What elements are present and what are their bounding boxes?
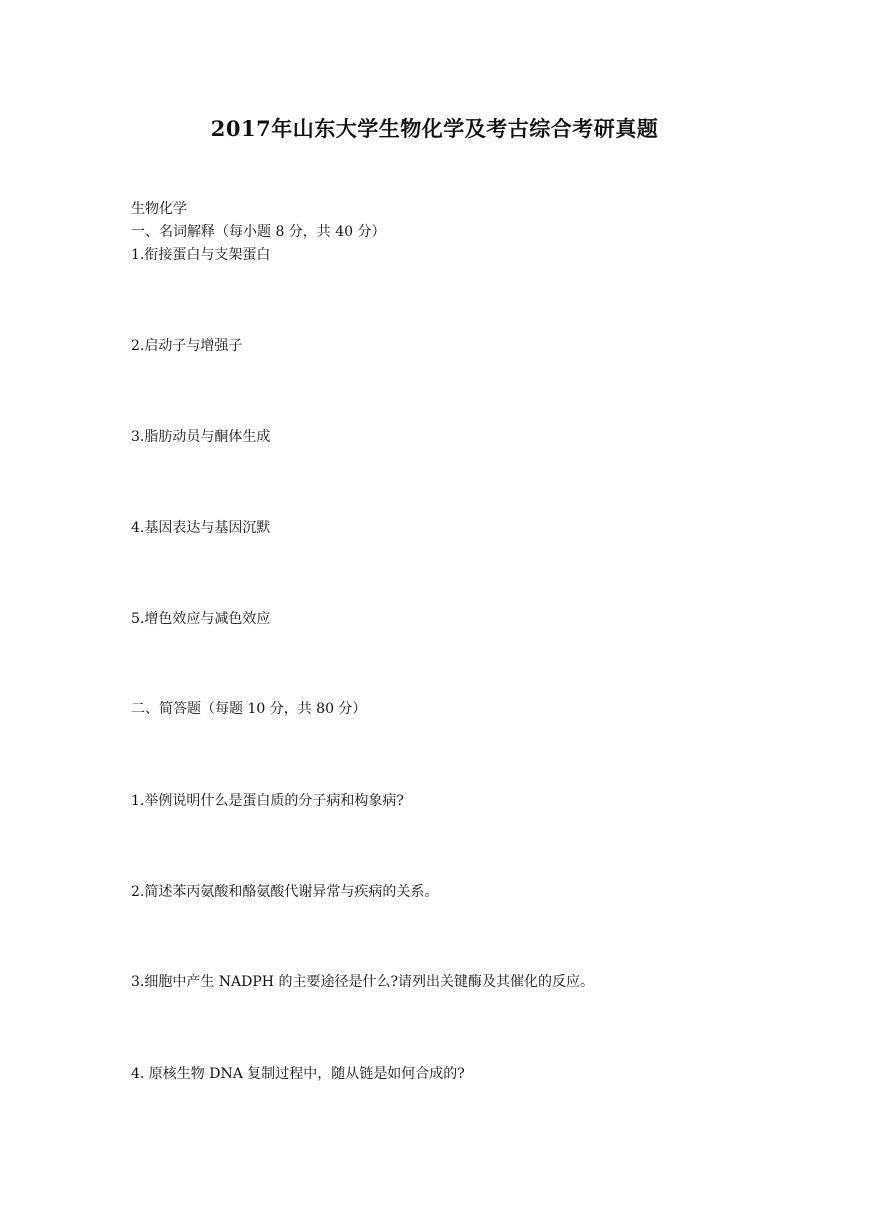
page-title: 2017年山东大学生物化学及考古综合考研真题 (210, 116, 659, 141)
section1-item-4: 4.基因表达与基因沉默 (131, 520, 271, 536)
section2-item-2: 2.简述苯丙氨酸和酪氨酸代谢异常与疾病的关系。 (131, 884, 439, 900)
section1-item-2: 2.启动子与增强子 (131, 338, 243, 354)
section1-item-3: 3.脂肪动员与酮体生成 (131, 429, 271, 445)
section2-item-1: 1.举例说明什么是蛋白质的分子病和构象病? (131, 793, 404, 809)
section1-heading: 一、名词解释（每小题 8 分，共 40 分） (131, 224, 386, 240)
section2-heading: 二、简答题（每题 10 分，共 80 分） (131, 701, 367, 717)
section2-item-4: 4. 原核生物 DNA 复制过程中，随从链是如何合成的? (131, 1066, 465, 1082)
section1-item-1: 1.衔接蛋白与支架蛋白 (131, 247, 271, 263)
section2-item-3: 3.细胞中产生 NADPH 的主要途径是什么?请列出关键酶及其催化的反应。 (131, 974, 594, 990)
section1-item-5: 5.增色效应与减色效应 (131, 611, 271, 627)
subject-heading: 生物化学 (131, 201, 187, 217)
